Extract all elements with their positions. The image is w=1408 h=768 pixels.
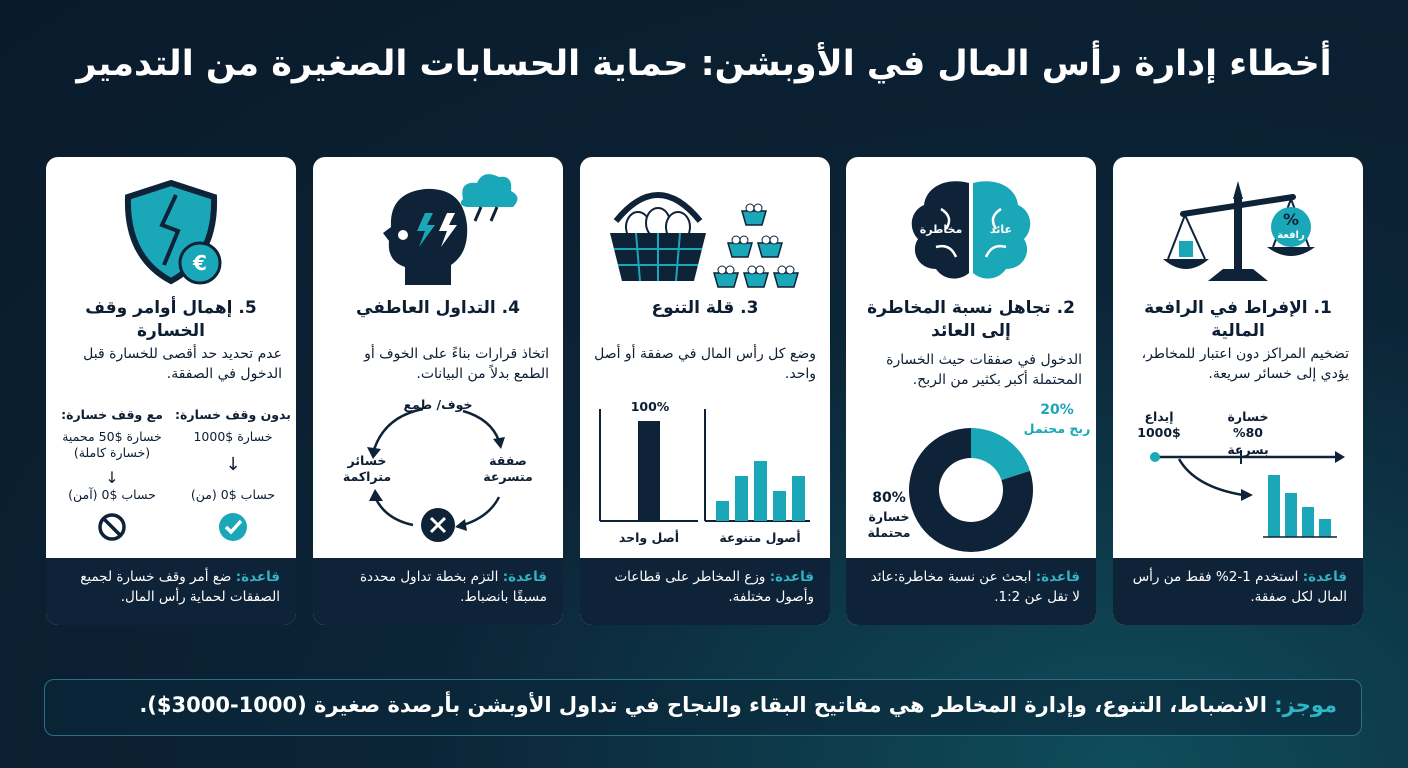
rule-box <box>580 558 830 625</box>
rule-label: قاعدة: <box>1302 569 1347 585</box>
card-diversification <box>580 157 830 625</box>
rule-text: ضع أمر وقف خسارة لجميع الصفقات لحماية رأس المال. <box>80 569 280 605</box>
down-arrow-icon: ↓ <box>225 454 241 475</box>
summary-text: الانضباط، التنوع، وإدارة المخاطر هي مفاتيح البقاء والنجاح في تداول الأوبشن بأرصدة صغيرة (1000-3000$). <box>139 693 1267 717</box>
rule-label: قاعدة: <box>235 569 280 585</box>
summary-label: موجز: <box>1274 693 1337 717</box>
diverse-assets-label: أصول متنوعة <box>719 530 801 545</box>
brain-reward-label: عائد <box>989 223 1013 236</box>
rule-text: ابحث عن نسبة مخاطرة:عائد لا تقل عن 1:2. <box>870 569 1080 605</box>
diverse-asset-bar <box>754 461 767 521</box>
without-stop-loss: خسارة $1000 <box>193 429 273 444</box>
rule-label: قاعدة: <box>1035 569 1080 585</box>
result-icons <box>46 507 296 547</box>
card-description: اتخاذ قرارات بناءً على الخوف أو الطمع بدلاً من البيانات. <box>364 346 549 383</box>
check-icon <box>219 513 247 541</box>
card-title: 3. قلة التنوع <box>651 298 759 318</box>
svg-text:€: € <box>193 251 207 275</box>
page-title: أخطاء إدارة رأس المال في الأوبشن: حماية الحسابات الصغيرة من التدمير <box>76 44 1332 84</box>
accumulated-losses-label: خسائر متراكمة <box>342 453 392 485</box>
profit-pct-label: 20% <box>1040 402 1074 418</box>
card-description: تضخيم المراكز دون اعتبار للمخاطر، يؤدي إلى خسائر سريعة. <box>1141 346 1349 383</box>
loss-label: خسارة محتملة <box>867 509 911 541</box>
rash-trade-label: صفقة متسرعة <box>483 453 533 485</box>
egg-basket-icon <box>580 169 830 289</box>
stormy-head-icon <box>313 169 563 289</box>
card-title: 5. إهمال أوامر وقف الخسارة <box>85 298 257 341</box>
single-asset-label: أصل واحد <box>618 530 680 545</box>
card-title: 2. تجاهل نسبة المخاطرة إلى العائد <box>867 298 1075 341</box>
rule-label: قاعدة: <box>502 569 547 585</box>
down-arrow-icon: ↓ <box>105 468 119 487</box>
summary-box <box>44 679 1362 736</box>
diversification-bar-chart <box>580 407 830 525</box>
card-description: عدم تحديد حد أقصى للخسارة قبل الدخول في الصفقة. <box>83 346 282 383</box>
card-leverage <box>1113 157 1363 625</box>
card-emotional-trading <box>313 157 563 625</box>
broken-shield-icon <box>46 169 296 289</box>
brain-icon <box>846 169 1096 289</box>
card-title: 1. الإفراط في الرافعة المالية <box>1144 298 1332 341</box>
single-pct-label: 100% <box>630 399 670 414</box>
without-stop-result: حساب $0 (من) <box>190 487 276 502</box>
card-stop-loss <box>46 157 296 625</box>
no-entry-icon <box>100 515 124 539</box>
rule-text: استخدم 1-2% فقط من رأس المال لكل صفقة. <box>1132 569 1347 605</box>
rule-box <box>1113 558 1363 625</box>
brain-risk-label: مخاطرة <box>919 223 963 236</box>
with-stop-loss: خسارة $50 محمية (خسارة كاملة) <box>62 429 162 461</box>
rule-text: التزم بخطة تداول محددة مسبقًا بانضباط. <box>359 569 547 605</box>
with-stop-result: حساب $0 (آمن) <box>68 487 156 502</box>
fear-greed-label: خوف/ طمع <box>403 397 473 412</box>
deposit-label: إيداع $1000 <box>1137 409 1181 441</box>
card-risk-reward <box>846 157 1096 625</box>
loss-label: خسارة 80% بسرعة <box>1227 409 1269 457</box>
diverse-asset-bar <box>773 491 786 521</box>
rule-box <box>46 558 296 625</box>
leverage-badge-label: رافعة <box>1277 230 1305 241</box>
rule-text: وزع المخاطر على قطاعات وأصول مختلفة. <box>614 569 814 605</box>
card-title: 4. التداول العاطفي <box>356 298 520 318</box>
profit-label: ربح محتمل <box>1023 421 1091 436</box>
rule-box <box>846 558 1096 625</box>
balance-scale-icon <box>1113 169 1363 289</box>
loss-pct-label: 80% <box>872 490 906 506</box>
diverse-asset-bar <box>735 476 748 521</box>
svg-text:%: % <box>1282 210 1300 229</box>
single-asset-bar <box>638 421 660 521</box>
without-stop-title: بدون وقف خسارة: <box>175 407 291 422</box>
rule-box <box>313 558 563 625</box>
diverse-asset-bar <box>792 476 805 521</box>
diverse-asset-bar <box>716 501 729 521</box>
loss-timeline-chart <box>1113 447 1363 547</box>
card-description: الدخول في صفقات حيث الخسارة المحتملة أكبر بكثير من الربح. <box>886 352 1082 389</box>
rule-label: قاعدة: <box>769 569 814 585</box>
with-stop-title: مع وقف خسارة: <box>61 407 163 422</box>
card-description: وضع كل رأس المال في صفقة أو أصل واحد. <box>594 346 816 383</box>
